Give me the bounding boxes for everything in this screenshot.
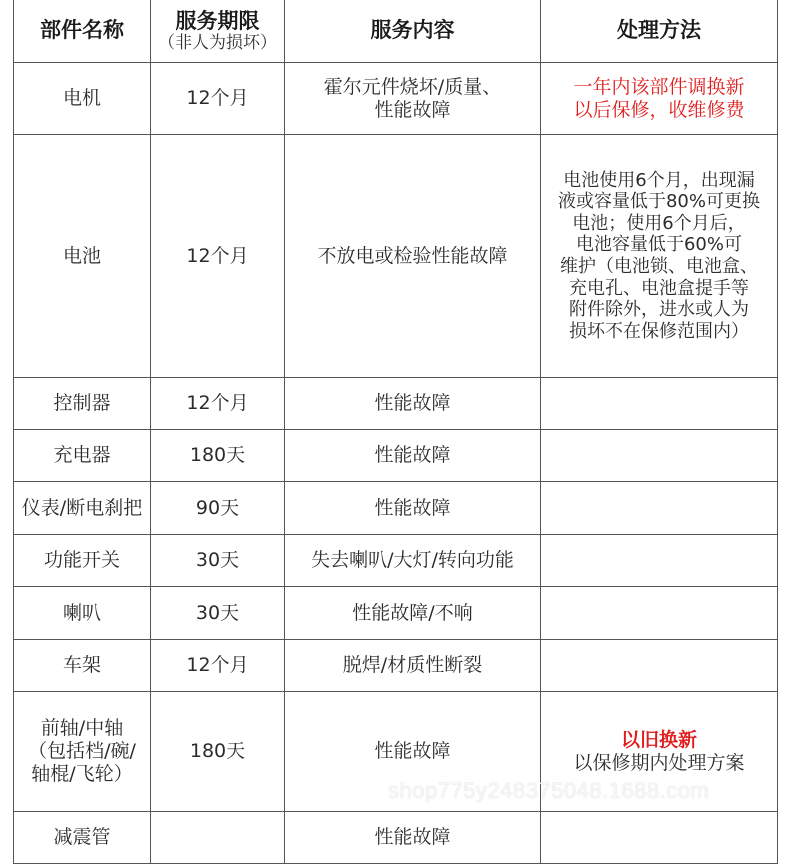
- header-part: 部件名称: [14, 0, 151, 63]
- cell-part: 充电器: [14, 430, 151, 482]
- cell-part: 仪表/断电刹把: [14, 482, 151, 535]
- header-period-sub: （非人为损坏）: [158, 32, 277, 53]
- cell-period: 12个月: [151, 640, 285, 692]
- cell-period: [151, 812, 285, 864]
- cell-content: 性能故障: [285, 692, 541, 812]
- header-period: 服务期限 （非人为损坏）: [151, 0, 285, 63]
- table-row: [14, 587, 778, 640]
- cell-period: 12个月: [151, 135, 285, 378]
- watermark: shop775y248375048.1688.com: [388, 778, 710, 803]
- cell-method: [541, 482, 778, 535]
- cell-method: [541, 535, 778, 587]
- table-row: [14, 482, 778, 535]
- cell-method: [541, 378, 778, 430]
- table-row: [14, 63, 778, 135]
- cell-part: 功能开关: [14, 535, 151, 587]
- cell-method: [541, 430, 778, 482]
- cell-part: 电机: [14, 63, 151, 135]
- header-method: 处理方法: [541, 0, 778, 63]
- cell-method: 一年内该部件调换新 以后保修，收维修费: [541, 63, 778, 135]
- table-row: [14, 812, 778, 864]
- warranty-table: [13, 0, 778, 864]
- cell-period: 30天: [151, 535, 285, 587]
- cell-method: [541, 640, 778, 692]
- cell-period: 180天: [151, 692, 285, 812]
- cell-content: 性能故障: [285, 378, 541, 430]
- cell-part: 减震管: [14, 812, 151, 864]
- cell-content: 性能故障: [285, 430, 541, 482]
- cell-method: 以旧换新 以保修期内处理方案: [541, 692, 778, 812]
- cell-method: [541, 812, 778, 864]
- cell-content: 性能故障: [285, 812, 541, 864]
- cell-period: 90天: [151, 482, 285, 535]
- cell-part: 车架: [14, 640, 151, 692]
- cell-period: 30天: [151, 587, 285, 640]
- table-row: [14, 378, 778, 430]
- cell-part: 喇叭: [14, 587, 151, 640]
- cell-method: 电池使用6个月，出现漏 液或容量低于80%可更换 电池；使用6个月后， 电池容量低于60%可 维护（电池锁、电池盒、 充电孔、电池盒提手等 附件除外，进水或人为 损坏不在保修范围内）: [541, 135, 778, 378]
- header-row: [14, 0, 778, 63]
- table-row: [14, 535, 778, 587]
- cell-content: 霍尔元件烧坏/质量、 性能故障: [285, 63, 541, 135]
- header-content: 服务内容: [285, 0, 541, 63]
- cell-content: 性能故障/不响: [285, 587, 541, 640]
- cell-part: 控制器: [14, 378, 151, 430]
- cell-period: 12个月: [151, 63, 285, 135]
- table-row: [14, 640, 778, 692]
- cell-period: 12个月: [151, 378, 285, 430]
- cell-content: 脱焊/材质性断裂: [285, 640, 541, 692]
- cell-period: 180天: [151, 430, 285, 482]
- method-highlight: 以旧换新: [620, 728, 697, 751]
- cell-part: 前轴/中轴 （包括档/碗/ 轴棍/飞轮）: [14, 692, 151, 812]
- table-row: [14, 430, 778, 482]
- cell-method: [541, 587, 778, 640]
- cell-content: 性能故障: [285, 482, 541, 535]
- table-row: [14, 135, 778, 378]
- cell-content: 不放电或检验性能故障: [285, 135, 541, 378]
- cell-content: 失去喇叭/大灯/转向功能: [285, 535, 541, 587]
- cell-part: 电池: [14, 135, 151, 378]
